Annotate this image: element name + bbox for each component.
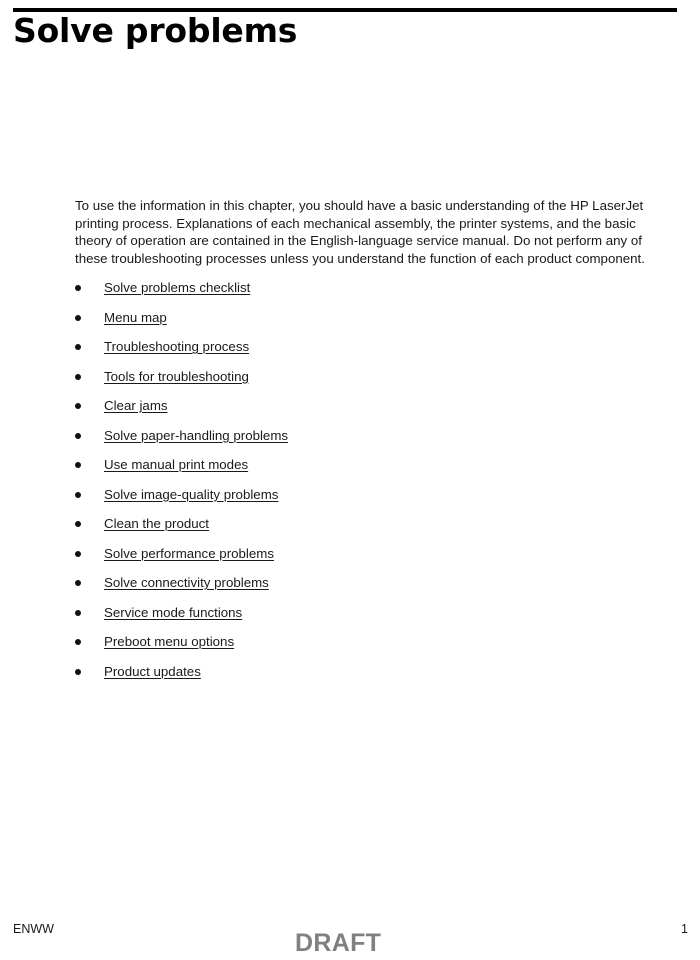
bullet-icon [75, 610, 81, 616]
bullet-icon [75, 551, 81, 557]
link-product-updates[interactable]: Product updates [104, 663, 201, 679]
link-solve-connectivity-problems[interactable]: Solve connectivity problems [104, 575, 269, 590]
bullet-icon [75, 669, 81, 675]
bullet-icon [75, 462, 81, 468]
bullet-icon [75, 344, 81, 350]
intro-paragraph: To use the information in this chapter, you should have a basic understanding of the HP LaserJet printing process. Explanations of each mechanical assembly, the printer systems, and the basic theory of operation are contained in the English-language service manual. Do not perform any of these troubleshooting processes unless you understand the function of each product component. [75, 198, 645, 267]
bullet-icon [75, 315, 81, 321]
bullet-icon [75, 433, 81, 439]
link-solve-paper-handling-problems[interactable]: Solve paper-handling problems [104, 427, 289, 443]
bullet-icon [75, 285, 81, 291]
bullet-icon [75, 521, 81, 527]
link-use-manual-print-modes[interactable]: Use manual print modes [104, 457, 249, 472]
link-solve-performance-problems[interactable]: Solve performance problems [104, 545, 274, 561]
link-solve-image-quality-problems[interactable]: Solve image-quality problems [104, 486, 279, 502]
link-menu-map[interactable]: Menu map [104, 309, 167, 325]
draft-watermark: DRAFT [295, 929, 382, 957]
link-troubleshooting-process[interactable]: Troubleshooting process [104, 339, 250, 354]
link-tools-for-troubleshooting[interactable]: Tools for troubleshooting [104, 368, 249, 384]
bullet-icon [75, 492, 81, 498]
bullet-icon [75, 580, 81, 586]
link-service-mode-functions[interactable]: Service mode functions [104, 604, 243, 620]
bullet-icon [75, 639, 81, 645]
footer-locale-code: ENWW [13, 922, 54, 936]
bullet-icon [75, 403, 81, 409]
link-clear-jams[interactable]: Clear jams [104, 398, 168, 413]
bullet-icon [75, 374, 81, 380]
chapter-title: Solve problems [13, 11, 298, 50]
page-number: 1 [681, 922, 688, 936]
link-preboot-menu-options[interactable]: Preboot menu options [104, 634, 235, 649]
link-solve-problems-checklist[interactable]: Solve problems checklist [104, 280, 251, 295]
link-clean-the-product[interactable]: Clean the product [104, 516, 209, 531]
